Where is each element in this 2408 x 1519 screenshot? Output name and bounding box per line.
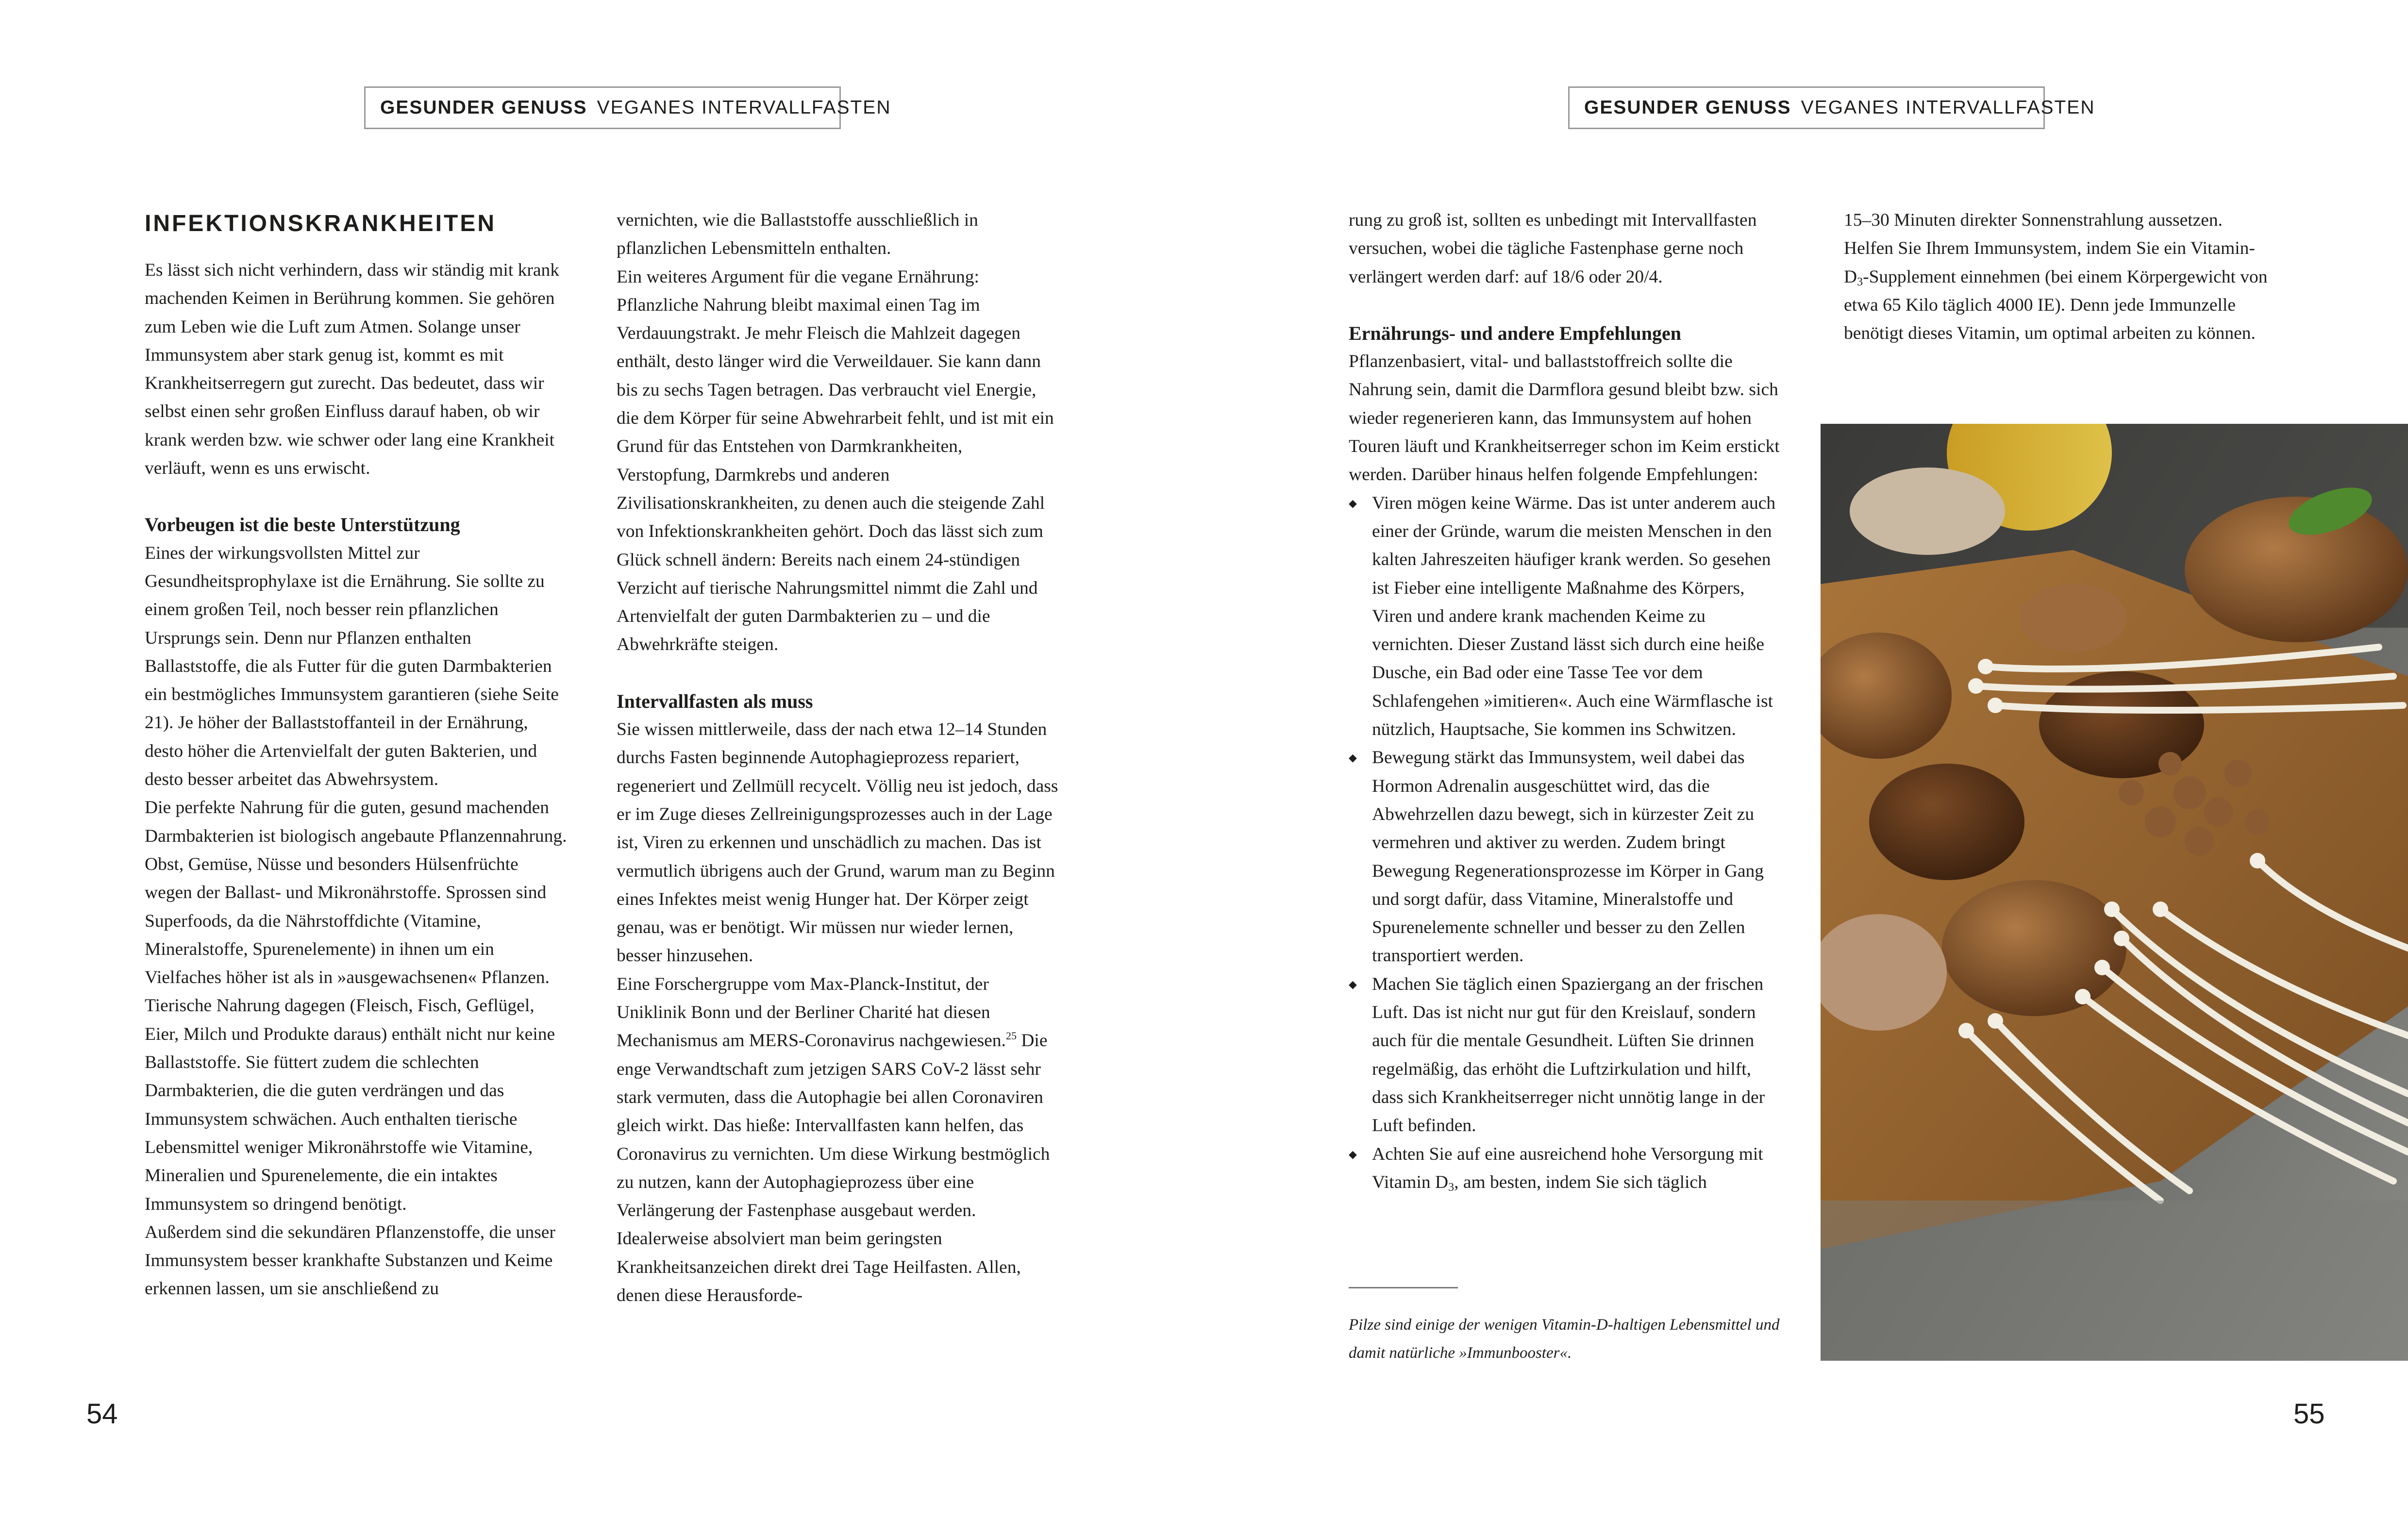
subheading: Vorbeugen ist die beste Unterstützung <box>145 514 460 536</box>
running-header <box>364 86 891 129</box>
paragraph: Es lässt sich nicht verhindern, dass wir ständig mit krank machenden Keimen in Berührung kommen. Sie gehören zum Leben wie die Luft zum Atmen. Solange unser Immunsystem aber stark genug ist, kommt es mit Krankheitserregern gut zurecht. Das bedeutet, dass wir selbst einen sehr großen Einfluss darauf haben, ob wir krank werden bzw. wie schwer oder lang eine Krankheit verläuft, wenn es uns erwischt. <box>145 260 560 479</box>
header-brand: GESUNDER GENUSS <box>1584 97 1791 118</box>
paragraph: Eines der wirkungsvollsten Mittel zur Gesundheitsprophylaxe ist die Ernährung. Sie sollte zu einem großen Teil, noch besser rein pflanzlichen Ursprungs sein. Denn nur Pflanzen enthalten Ballaststoffe, die als Futter für die guten Darmbakterien ein bestmögliches Immunsystem garantieren (siehe Seite 21). Je höher der Ballaststoffanteil in der Ernährung, desto höher die Artenvielfalt der guten Bakterien, und desto besser arbeitet das Abwehrsystem. <box>145 543 559 790</box>
list-item: ◆ Viren mögen keine Wärme. Das ist unter anderem auch einer der Gründe, warum die meisten Menschen in den kalten Jahreszeiten häufiger krank werden. So gesehen ist Fieber eine intelligente Maßnahme des Körpers, Viren und andere krank machenden Keime zu vernichten. Dieser Zustand lässt sich durch eine heiße Dusche, ein Bad oder eine Tasse Tee vor dem Schlafengehen »imitieren«. Auch eine Wärmflasche ist nützlich, Hauptsache, Sie kommen ins Schwitzen. <box>1349 489 1786 744</box>
right-column-2 <box>1844 206 2271 348</box>
header-section: VEGANES INTERVALLFASTEN <box>1801 97 2095 118</box>
paragraph: Ein weiteres Argument für die vegane Ernährung: Pflanzliche Nahrung bleibt maximal einen Tag im Verdauungstrakt. Je mehr Fleisch die Mahlzeit dagegen enthält, desto länger wird die Verweildauer. Sie kann dann bis zu sechs Tagen betragen. Das verbraucht viel Energie, die dem Körper für seine Abwehrarbeit fehlt, und ist mit ein Grund für das Entstehen von Darmkrankheiten, Verstopfung, Darmkrebs und anderen Zivilisationskrankheiten, zu denen auch die steigende Zahl von Infektionskrankheiten gehört. Doch das lässt sich zum Glück schnell ändern: Bereits nach einem 24-stündigen Verzicht auf tierische Nahrungsmittel nimmt die Zahl und Artenvielfalt der guten Darmbakterien zu – und die Abwehrkräfte steigen. <box>617 267 1054 655</box>
paragraph: vernichten, wie die Ballaststoffe ausschließlich in pflanzlichen Lebensmitteln enthalten. <box>617 210 978 259</box>
caption-rule <box>1349 1287 1458 1288</box>
subscript: 3 <box>1448 1181 1455 1194</box>
header-section: VEGANES INTERVALLFASTEN <box>597 97 891 118</box>
list-item: ◆ Bewegung stärkt das Immunsystem, weil dabei das Hormon Adrenalin ausgeschüttet wird, das die Abwehrzellen dazu bewegt, sich in kürzester Zeit zu vermehren und aktiver zu werden. Zudem bringt Bewegung Regenerationsprozesse im Körper in Gang und sorgt dafür, dass Vitamine, Mineralstoffe und Spurenelemente schneller und besser zu den Zellen transportiert werden. <box>1349 744 1786 970</box>
right-page <box>1204 0 2408 1519</box>
paragraph: Eine Forschergruppe vom Max-Planck-Institut, der Uniklinik Bonn und der Berliner Charité hat diesen Mechanismus am MERS-Coronavirus nachgewiesen.$^{25}$ Die enge Verwandtschaft zum jetzigen SARS CoV-2 lässt sehr stark vermuten, dass die Autophagie bei allen Coronaviren gleich wirkt. Das hieße: Intervallfasten kann helfen, das Coronavirus zu vernichten. Um diese Wirkung bestmöglich zu nutzen, kann der Autophagieprozess über eine Verlängerung der Fastenphase ausgebaut werden. Idealerweise absolviert man beim geringsten Krankheitsanzeichen direkt drei Tage Heilfasten. Allen, denen diese Herausforde- <box>617 974 1050 1305</box>
list-item: ◆ Machen Sie täglich einen Spaziergang an der frischen Luft. Das ist nicht nur gut für den Kreislauf, sondern auch für die mentale Gesundheit. Lüften Sie drinnen regelmäßig, das erhöht die Luftzirkulation und hilft, dass sich Krankheitserreger nicht unnötig lange in der Luft befinden. <box>1349 970 1786 1140</box>
image-caption: Pilze sind einige der wenigen Vitamin-D-haltigen Lebensmittel und damit natürliche »Immunbooster«. <box>1349 1316 1780 1362</box>
paragraph: Tierische Nahrung dagegen (Fleisch, Fisch, Geflügel, Eier, Milch und Produkte daraus) enthält nicht nur keine Ballaststoffe. Sie füttert zudem die schlechten Darmbakterien, die die guten verdrängen und das Immunsystem schwächen. Auch enthalten tierische Lebensmittel weniger Mikronährstoffe wie Vitamine, Mineralien und Spurenelemente, die ein intaktes Immunsystem so dringend benötigt. <box>145 996 555 1214</box>
left-column-1 <box>145 210 569 1303</box>
page-number: 54 <box>86 1398 118 1430</box>
section-title: INFEKTIONSKRANKHEITEN <box>145 211 497 236</box>
header-brand: GESUNDER GENUSS <box>380 97 587 118</box>
paragraph: Pflanzenbasiert, vital- und ballaststoffreich sollte die Nahrung sein, damit die Darmflora gesund bleibt bzw. sich wieder regenerieren kann, das Immunsystem auf hohen Touren läuft und Krankheitserreger schon im Keim erstickt werden. Darüber hinaus helfen folgende Empfehlungen: <box>1349 351 1780 485</box>
right-column-1 <box>1349 206 1786 1197</box>
paragraph: rung zu groß ist, sollten es unbedingt mit Intervallfasten versuchen, wobei die tägliche Fastenphase gerne noch verlängert werden darf: auf 18/6 oder 20/4. <box>1349 210 1757 287</box>
recommendation-list <box>1349 489 1786 1197</box>
running-header <box>1568 86 2095 129</box>
subheading: Ernährungs- und andere Empfehlungen <box>1349 322 1681 344</box>
footnote-marker: 25 <box>1005 1030 1017 1042</box>
paragraph: Die perfekte Nahrung für die guten, gesund machenden Darmbakterien ist biologisch angebaute Pflanzennahrung. Obst, Gemüse, Nüsse und besonders Hülsenfrüchte wegen der Ballast- und Mikronährstoffe. Sprossen sind Superfoods, da die Nährstoffdichte (Vitamine, Mineralstoffe, Spurenelemente) in ihnen um ein Vielfaches höher ist als in »ausgewachsenen« Pflanzen. <box>145 798 567 988</box>
list-item: ◆ Achten Sie auf eine ausreichend hohe Versorgung mit Vitamin $D_3$, am besten, indem Sie sich täglich <box>1349 1140 1786 1197</box>
paragraph: Außerdem sind die sekundären Pflanzenstoffe, die unser Immunsystem besser krankhafte Substanzen und Keime erkennen lassen, um sie anschließend zu <box>145 1222 555 1299</box>
subheading: Intervallfasten als muss <box>617 690 813 712</box>
mushroom-photo <box>1821 424 2408 1361</box>
subscript: 3 <box>1857 275 1863 288</box>
page-number: 55 <box>2293 1398 2325 1430</box>
paragraph: 15–30 Minuten direkter Sonnenstrahlung aussetzen. Helfen Sie Ihrem Immunsystem, indem Sie ein Vitamin-$D_3$-Supplement einnehmen (bei einem Körpergewicht von etwa 65 Kilo täglich 4000 IE). Denn jede Immunzelle benötigt dieses Vitamin, um optimal arbeiten zu können. <box>1844 210 2268 344</box>
paragraph: Sie wissen mittlerweile, dass der nach etwa 12–14 Stunden durchs Fasten beginnende Autophagieprozess repariert, regeneriert und Zellmüll recycelt. Völlig neu ist jedoch, dass er im Zuge dieses Zellreinigungsprozesses auch in der Lage ist, Viren zu erkennen und unschädlich zu machen. Das ist vermutlich übrigens auch der Grund, warum man zu Beginn eines Infektes meist wenig Hunger hat. Der Körper zeigt genau, was er benötigt. Wir müssen nur wieder lernen, besser hinzusehen. <box>617 719 1058 966</box>
left-column-2 <box>617 206 1058 1310</box>
